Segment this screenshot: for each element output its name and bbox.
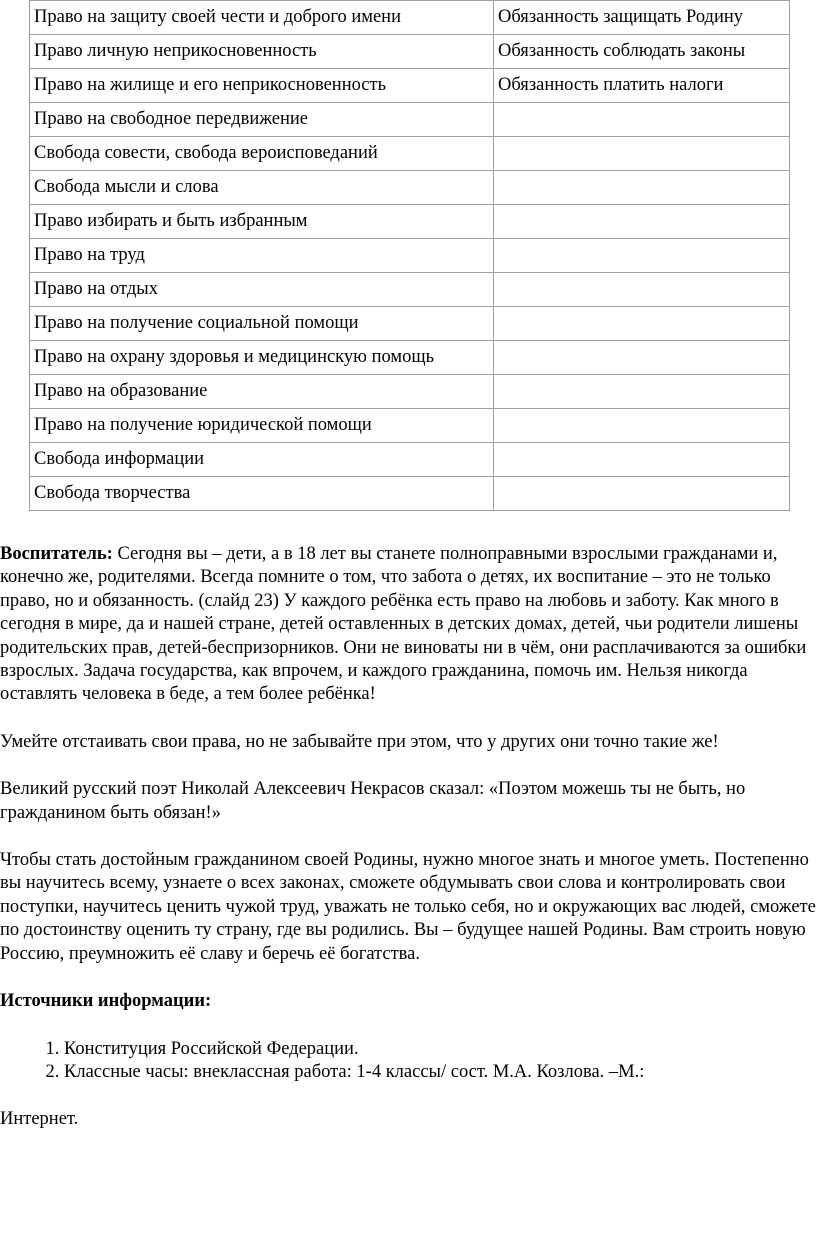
list-item: 2. Классные часы: внеклассная работа: 1-4 классы/ сост. М.А. Козлова. –М.: xyxy=(64,1061,816,1084)
right-cell: Право личную неприкосновенность xyxy=(30,35,494,69)
table-row xyxy=(30,103,790,137)
speaker-label: Воспитатель: xyxy=(0,544,113,564)
right-cell: Право на отдых xyxy=(30,273,494,307)
duty-cell xyxy=(494,341,790,375)
right-cell: Право на образование xyxy=(30,375,494,409)
duty-cell xyxy=(494,375,790,409)
duty-cell xyxy=(494,409,790,443)
right-cell: Свобода мысли и слова xyxy=(30,171,494,205)
right-cell: Право на защиту своей чести и доброго имени xyxy=(30,1,494,35)
sources-heading-text: Источники информации: xyxy=(0,991,212,1012)
duty-cell xyxy=(494,273,790,307)
duty-cell xyxy=(494,307,790,341)
paragraph-educator xyxy=(0,543,816,707)
duty-cell xyxy=(494,171,790,205)
table-row xyxy=(30,443,790,477)
duty-cell xyxy=(494,477,790,511)
right-cell: Право на получение юридической помощи xyxy=(30,409,494,443)
table-row xyxy=(30,35,790,69)
paragraph-citizen: Чтобы стать достойным гражданином своей Родины, нужно многое знать и многое уметь. Постепенно вы научитесь всему, узнаете о всех законах, сможете обдумывать свои слова и контролировать свои поступки, научитесь ценить чужой труд, уважать не только себя, но и окружающих вас людей, сможете по достоинству оценить ту страну, где вы родились. Вы – будущее нашей Родины. Вам строить новую Россию, преумножить её славу и беречь её богатства. xyxy=(0,850,816,964)
paragraph-quote: Великий русский поэт Николай Алексеевич Некрасов сказал: «Поэтом можешь ты не быть, но гражданином быть обязан!» xyxy=(0,779,746,823)
table-row xyxy=(30,341,790,375)
table-row xyxy=(30,307,790,341)
right-cell: Право на жилище и его неприкосновенность xyxy=(30,69,494,103)
table-row xyxy=(30,69,790,103)
duty-cell xyxy=(494,239,790,273)
right-cell: Право на труд xyxy=(30,239,494,273)
right-cell: Право на свободное передвижение xyxy=(30,103,494,137)
right-cell: Право на получение социальной помощи xyxy=(30,307,494,341)
table-row xyxy=(30,273,790,307)
table-row xyxy=(30,375,790,409)
duty-cell: Обязанность платить налоги xyxy=(494,69,790,103)
table-row xyxy=(30,239,790,273)
duty-cell: Обязанность соблюдать законы xyxy=(494,35,790,69)
table-row xyxy=(30,205,790,239)
right-cell: Свобода совести, свобода вероисповеданий xyxy=(30,137,494,171)
duty-cell xyxy=(494,205,790,239)
paragraph-educator-text: Сегодня вы – дети, а в 18 лет вы станете полноправными взрослыми гражданами и, конечно же, родителями. Всегда помните о том, что забота о детях, их воспитание – это не только право, но и обязанность. (слайд 23) У каждого ребёнка есть право на любовь и заботу. Как много в сегодня в мире, да и нашей стране, детей оставленных в детских домах, детей, чьи родители лишены родительских прав, детей-беспризорников. Они не виноваты ни в чём, они расплачиваются за ошибки взрослых. Задача государства, как впрочем, и каждого гражданина, помочь им. Нельзя никогда оставлять человека в беде, а тем более ребёнка! xyxy=(0,544,807,705)
table-row xyxy=(30,1,790,35)
sources-list xyxy=(0,1038,816,1085)
paragraph-rights: Умейте отстаивать свои права, но не забывайте при этом, что у других они точно такие же! xyxy=(0,731,719,752)
paragraph-internet: Интернет. xyxy=(0,1109,79,1130)
right-cell: Свобода творчества xyxy=(30,477,494,511)
duty-cell xyxy=(494,137,790,171)
list-item: 1. Конституция Российской Федерации. xyxy=(64,1038,816,1061)
right-cell: Право на охрану здоровья и медицинскую помощь xyxy=(30,341,494,375)
sources-heading xyxy=(0,990,816,1013)
table-row xyxy=(30,171,790,205)
table-row xyxy=(30,409,790,443)
document-body xyxy=(0,543,816,1156)
right-cell: Свобода информации xyxy=(30,443,494,477)
table-row xyxy=(30,477,790,511)
duty-cell xyxy=(494,103,790,137)
duty-cell: Обязанность защищать Родину xyxy=(494,1,790,35)
table-body xyxy=(30,1,790,511)
table-row xyxy=(30,137,790,171)
duty-cell xyxy=(494,443,790,477)
right-cell: Право избирать и быть избранным xyxy=(30,205,494,239)
rights-duties-table xyxy=(29,0,790,511)
